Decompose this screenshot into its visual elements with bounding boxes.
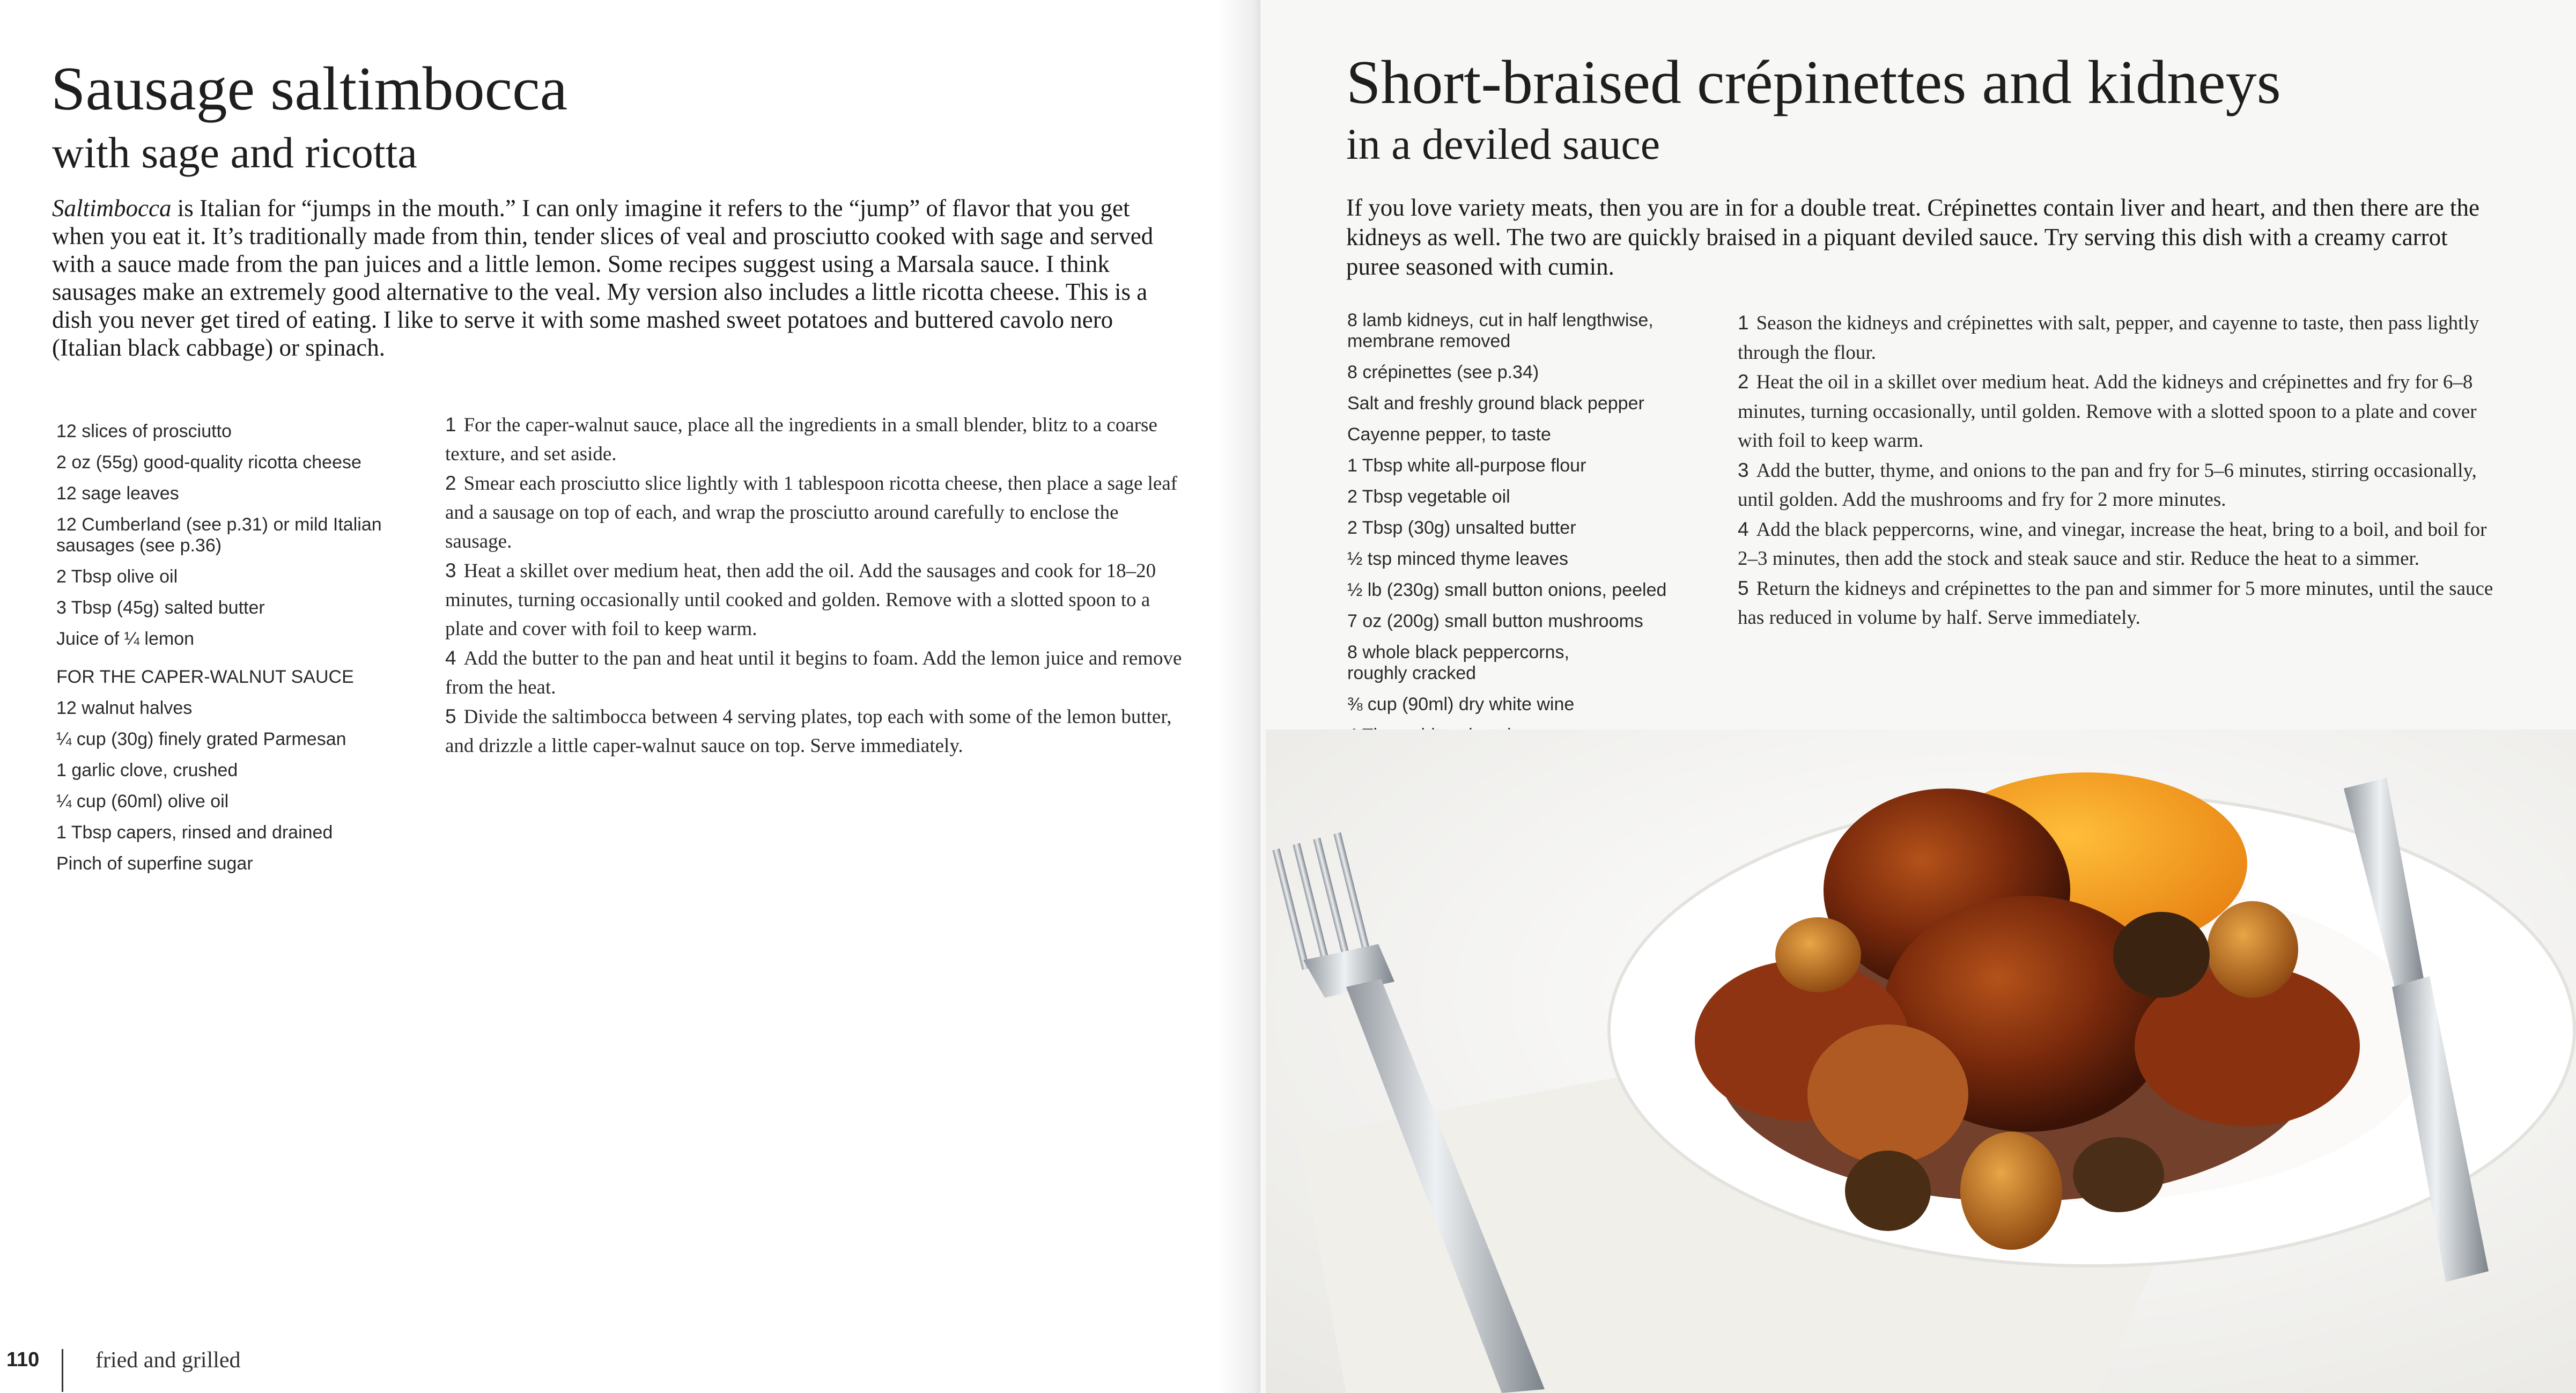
method-step: [445, 644, 1185, 702]
step-number: 1: [1738, 312, 1749, 334]
page-number: 110: [6, 1348, 40, 1371]
ingredient-item: ½ lb (230g) small button onions, peeled: [1347, 580, 1667, 600]
step-number: 3: [445, 559, 456, 581]
intro-italic-term: Saltimbocca: [52, 195, 172, 222]
step-text: Add the butter to the pan and heat until it begins to foam. Add the lemon juice and remove from the heat.: [445, 647, 1182, 698]
step-number: 2: [445, 472, 456, 494]
section-label: fried and grilled: [95, 1348, 241, 1373]
ingredient-item: 3 Tbsp (45g) salted butter: [56, 598, 265, 618]
method-step: [445, 469, 1185, 556]
plated-dish-photo: [1266, 729, 2576, 1393]
step-number: 4: [1738, 518, 1749, 540]
intro-text: is Italian for “jumps in the mouth.” I can only imagine it refers to the “jump” of flavor that you get when you eat it. It’s traditionally made from thin, tender slices of veal and prosciutto cooked with sage and served with a sauce made from the pan juices and a little lemon. Some recipes suggest using a Marsala sauce. I think sausages make an extremely good alternative to the veal. My version also includes a little ricotta cheese. This is a dish you never get tired of eating. I like to serve it with some mashed sweet potatoes and buttered cavolo nero (Italian black cabbage) or spinach.: [52, 195, 1154, 361]
step-text: Heat a skillet over medium heat, then add the oil. Add the sausages and cook for 18–20 minutes, turning occasionally until cooked and golden. Remove with a slotted spoon to a plate and cover with foil to keep warm.: [445, 560, 1156, 640]
method-step: [445, 702, 1185, 761]
recipe-intro: If you love variety meats, then you are in for a double treat. Crépinettes contain liver and heart, and then there are the kidneys as well. The two are quickly braised in a piquant deviled sauce. Try serving this dish with a creamy carrot puree seasoned with cumin.: [1346, 194, 2479, 280]
step-text: Divide the saltimbocca between 4 serving plates, top each with some of the lemon butter, and drizzle a little caper-walnut sauce on top. Serve immediately.: [445, 706, 1172, 757]
ingredient-item: Juice of ¼ lemon: [56, 629, 195, 649]
method-steps: [445, 410, 1185, 761]
ingredient-item: 12 walnut halves: [56, 698, 193, 718]
mushroom: [2113, 912, 2210, 998]
ingredient-item: Salt and freshly ground black pepper: [1347, 393, 1644, 414]
step-number: 2: [1738, 371, 1749, 393]
ingredient-item: 8 whole black peppercorns, roughly cracked: [1347, 642, 1569, 683]
method-step: [445, 556, 1185, 644]
kidney: [1807, 1025, 1968, 1164]
footer-divider: [62, 1349, 63, 1392]
method-step: [1738, 515, 2505, 574]
ingredient-item: ⅜ cup (90ml) dry white wine: [1347, 694, 1575, 714]
method-step: [1738, 308, 2505, 367]
step-text: Add the butter, thyme, and onions to the pan and fry for 5–6 minutes, stirring occasionally, until golden. Add the mushrooms and fry for 2 more minutes.: [1738, 459, 2477, 511]
recipe-title: Sausage saltimbocca: [51, 55, 568, 123]
ingredient-item: 2 Tbsp (30g) unsalted butter: [1347, 518, 1576, 538]
step-text: For the caper-walnut sauce, place all the ingredients in a small blender, blitz to a coarse texture, and set aside.: [445, 414, 1157, 465]
method-step: [1738, 456, 2505, 515]
step-number: 5: [445, 705, 456, 727]
recipe-subtitle: in a deviled sauce: [1346, 120, 1660, 168]
method-step: [1738, 367, 2505, 456]
ingredient-item: 8 lamb kidneys, cut in half lengthwise, membrane removed: [1347, 310, 1654, 351]
ingredient-item: 12 Cumberland (see p.31) or mild Italian sausages (see p.36): [56, 514, 382, 556]
ingredient-item: Cayenne pepper, to taste: [1347, 424, 1551, 445]
step-text: Season the kidneys and crépinettes with salt, pepper, and cayenne to taste, then pass lightly through the flour.: [1738, 312, 2479, 364]
step-text: Return the kidneys and crépinettes to the pan and simmer for 5 more minutes, until the sauce has reduced in volume by half. Serve immediately.: [1738, 577, 2493, 629]
ingredient-item: 7 oz (200g) small button mushrooms: [1347, 611, 1643, 631]
recipe-intro: [52, 194, 1173, 362]
ingredient-item: 1 Tbsp capers, rinsed and drained: [56, 822, 333, 843]
step-number: 3: [1738, 459, 1749, 481]
ingredient-item: 8 crépinettes (see p.34): [1347, 362, 1539, 382]
method-step: [445, 410, 1185, 469]
method-step: [1738, 574, 2505, 633]
ingredient-item: 2 oz (55g) good-quality ricotta cheese: [56, 452, 361, 473]
ingredient-item: Pinch of superfine sugar: [56, 853, 253, 874]
step-text: Smear each prosciutto slice lightly with 1 tablespoon ricotta cheese, then place a sage leaf and a sausage on top of each, and wrap the prosciutto around carefully to enclose the sausage.: [445, 473, 1178, 552]
ingredient-item: ½ tsp minced thyme leaves: [1347, 549, 1568, 569]
button-onion: [1960, 1132, 2062, 1250]
method-steps: [1738, 308, 2505, 633]
button-onion: [1775, 917, 1861, 992]
ingredient-item: 2 Tbsp olive oil: [56, 566, 178, 587]
ingredient-item: 1 Tbsp white all-purpose flour: [1347, 455, 1586, 476]
ingredient-item: ¼ cup (60ml) olive oil: [56, 791, 229, 812]
sauce-heading: FOR THE CAPER-WALNUT SAUCE: [56, 667, 354, 687]
ingredient-item: ¼ cup (30g) finely grated Parmesan: [56, 729, 346, 749]
step-number: 1: [445, 414, 456, 436]
recipe-subtitle: with sage and ricotta: [52, 128, 417, 177]
recipe-title: Short-braised crépinettes and kidneys: [1346, 48, 2281, 117]
step-number: 5: [1738, 577, 1749, 599]
mushroom: [1845, 1151, 1931, 1231]
left-page: [0, 0, 1260, 1393]
mushroom: [2073, 1137, 2164, 1212]
ingredient-item: 2 Tbsp vegetable oil: [1347, 487, 1510, 507]
step-text: Heat the oil in a skillet over medium heat. Add the kidneys and crépinettes and fry for 6–8 minutes, turning occasionally, until golden. Remove with a slotted spoon to a plate and cover with foil to keep warm.: [1738, 371, 2477, 452]
step-text: Add the black peppercorns, wine, and vinegar, increase the heat, bring to a boil, and boil for 2–3 minutes, then add the stock and steak sauce and stir. Reduce the heat to a simmer.: [1738, 518, 2487, 570]
ingredient-item: 1 garlic clove, crushed: [56, 760, 238, 780]
step-number: 4: [445, 647, 456, 669]
ingredients-list: [56, 421, 405, 885]
ingredient-item: 12 sage leaves: [56, 483, 179, 504]
ingredient-item: 12 slices of prosciutto: [56, 421, 232, 441]
button-onion: [2207, 901, 2298, 998]
